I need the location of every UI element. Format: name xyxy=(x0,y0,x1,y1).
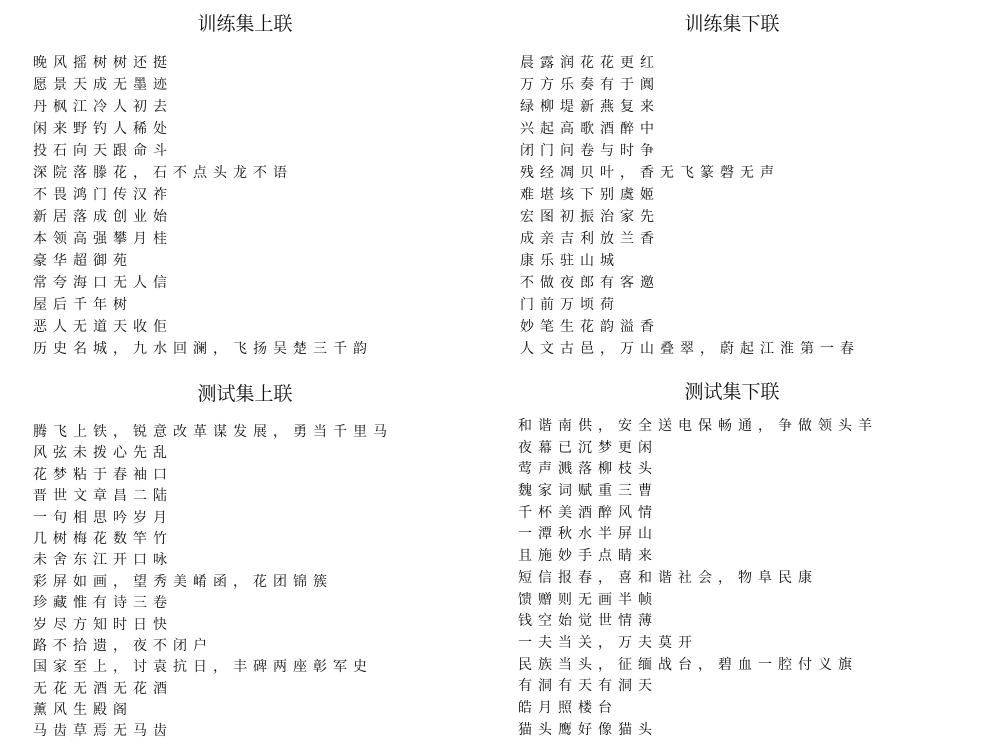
couplet-line: 莺声溅落柳枝头 xyxy=(518,461,658,478)
couplet-line: 豪华超御苑 xyxy=(33,253,133,269)
couplet-line: 无花无酒无花酒 xyxy=(33,680,173,697)
train-lower-title: 训练集下联 xyxy=(684,13,780,35)
couplet-line: 晋世文章昌二陆 xyxy=(33,488,173,505)
couplet-line: 猫头鹰好像猫头 xyxy=(518,721,658,738)
couplet-line: 新居落成创业始 xyxy=(33,209,173,225)
couplet-line: 恶人无道天收佢 xyxy=(33,319,173,335)
couplet-line: 一潭秋水半屏山 xyxy=(518,526,658,543)
test-lower-list xyxy=(518,416,878,741)
couplet-line: 闲来野钓人稀处 xyxy=(33,121,173,137)
train-lower-list xyxy=(520,52,860,360)
couplet-line: 成亲吉利放兰香 xyxy=(520,231,660,247)
couplet-line: 常夸海口无人信 xyxy=(33,275,173,291)
couplet-line: 本领高强攀月桂 xyxy=(33,231,173,247)
couplet-line: 残经凋贝叶，香无飞篆磬无声 xyxy=(520,165,780,181)
couplet-line: 钱空始觉世情薄 xyxy=(518,613,658,630)
couplet-line: 薰风生殿阁 xyxy=(33,702,133,719)
couplet-line: 馈赠则无画半帧 xyxy=(518,591,658,608)
couplet-line: 一夫当关，万夫莫开 xyxy=(518,634,698,651)
couplet-line: 不畏鸿门传汉祚 xyxy=(33,187,173,203)
test-lower-title: 测试集下联 xyxy=(684,381,780,403)
couplet-line: 一句相思吟岁月 xyxy=(33,509,173,526)
couplet-line: 人文古邑，万山叠翠，蔚起江淮第一春 xyxy=(520,341,860,357)
couplet-line: 晚风摇树树还挺 xyxy=(33,55,173,71)
couplet-line: 难堪垓下别虞姬 xyxy=(520,187,660,203)
couplet-line: 且施妙手点睛来 xyxy=(518,548,658,565)
couplet-line: 岁尽方知时日快 xyxy=(33,616,173,633)
couplet-line: 皓月照楼台 xyxy=(518,699,618,716)
couplet-line: 门前万顷荷 xyxy=(520,297,620,313)
couplet-line: 路不拾遗，夜不闭户 xyxy=(33,637,213,654)
couplet-line: 几树梅花数竿竹 xyxy=(33,530,173,547)
couplet-line: 风弦未拨心先乱 xyxy=(33,445,173,462)
couplet-line: 珍藏惟有诗三卷 xyxy=(33,595,173,612)
couplet-line: 万方乐奏有于阗 xyxy=(520,77,660,93)
couplet-line: 丹枫江冷人初去 xyxy=(33,99,173,115)
couplet-line: 魏家词赋重三曹 xyxy=(518,483,658,500)
couplet-line: 花梦粘于春袖口 xyxy=(33,466,173,483)
couplet-line: 短信报春，喜和谐社会，物阜民康 xyxy=(518,569,818,586)
couplet-line: 绿柳堤新燕复来 xyxy=(520,99,660,115)
couplet-line: 闭门问卷与时争 xyxy=(520,143,660,159)
couplet-line: 投石向天跟命斗 xyxy=(33,143,173,159)
couplet-line: 和谐南供，安全送电保畅通，争做领头羊 xyxy=(518,418,878,434)
couplet-line: 马齿草焉无马齿 xyxy=(33,723,173,740)
couplet-line: 历史名城，九水回澜，飞扬吴楚三千韵 xyxy=(33,341,373,357)
couplet-line: 千杯美酒醉风情 xyxy=(518,504,658,521)
couplet-line: 晨露润花花更红 xyxy=(520,55,660,71)
couplet-line: 夜幕已沉梦更闲 xyxy=(518,439,658,456)
couplet-line: 兴起高歌酒醉中 xyxy=(520,121,660,137)
train-upper-list xyxy=(33,52,373,360)
couplet-line: 民族当头，征缅战台，碧血一腔付义旗 xyxy=(518,656,858,673)
couplet-line: 康乐驻山城 xyxy=(520,253,620,269)
couplet-line: 愿景天成无墨迹 xyxy=(33,77,173,93)
couplet-line: 腾飞上铁，锐意改革谋发展，勇当千里马 xyxy=(33,424,393,440)
couplet-line: 深院落滕花，石不点头龙不语 xyxy=(33,165,293,181)
couplet-line: 有洞有天有洞天 xyxy=(518,678,658,695)
couplet-line: 妙笔生花韵溢香 xyxy=(520,319,660,335)
couplet-line: 屋后千年树 xyxy=(33,297,133,313)
test-upper-list xyxy=(33,422,393,743)
couplet-line: 未舍东江开口咏 xyxy=(33,552,173,569)
couplet-line: 不做夜郎有客邀 xyxy=(520,275,660,291)
couplet-line: 宏图初振治家先 xyxy=(520,209,660,225)
couplet-line: 彩屏如画，望秀美崤函，花团锦簇 xyxy=(33,573,333,590)
couplet-line: 国家至上，讨袁抗日，丰碑两座彰军史 xyxy=(33,659,373,676)
train-upper-title: 训练集上联 xyxy=(197,13,293,35)
test-upper-title: 测试集上联 xyxy=(197,383,293,405)
